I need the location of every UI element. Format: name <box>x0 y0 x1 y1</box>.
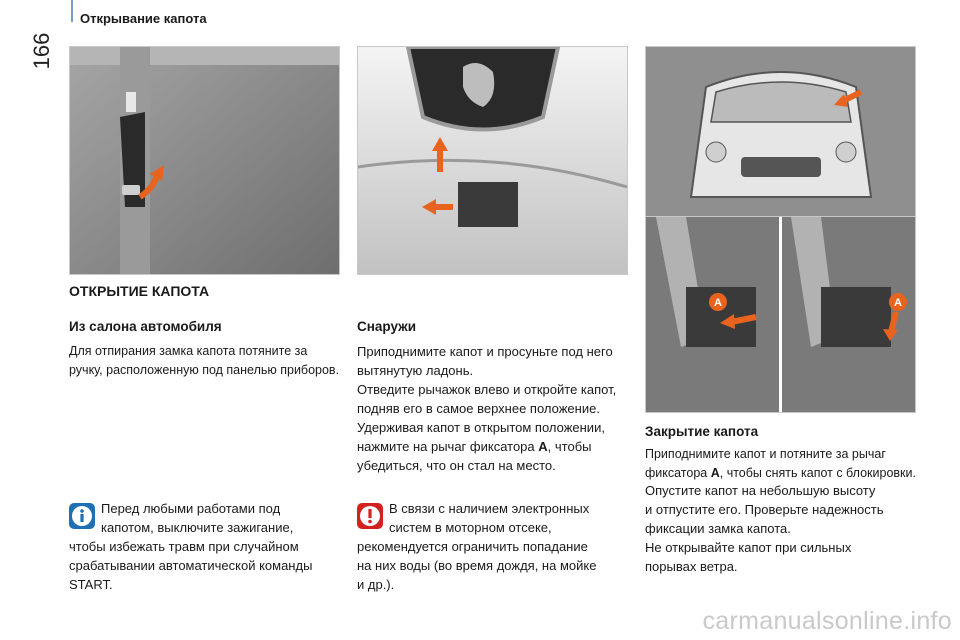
text-line: ручку, расположенную под панелью приборов. <box>69 362 340 377</box>
exterior-latch-photo <box>357 46 628 275</box>
text-line: Приподнимите капот и просуньте под него <box>357 344 613 359</box>
latch-mechanism <box>458 182 518 227</box>
exterior-section-title: Снаружи <box>357 319 417 334</box>
text-line: порывах ветра. <box>645 559 738 574</box>
closing-detail-photo <box>645 216 916 413</box>
interior-section-text <box>69 342 359 379</box>
text-line: вытянутую ладонь. <box>357 363 474 378</box>
text-line: Не открывайте капот при сильных <box>645 540 852 555</box>
exterior-section-text <box>357 342 637 475</box>
text-line: Приподнимите капот и потяните за рычаг <box>645 447 886 461</box>
text-line: на них воды (во время дождя, на мойке <box>357 558 597 573</box>
header-rule <box>71 0 73 22</box>
watermark: carmanualsonline.info <box>702 607 952 635</box>
text-line: Отведите рычажок влево и откройте капот, <box>357 382 617 397</box>
text-line: и отпустите его. Проверьте надежность <box>645 502 884 517</box>
warning-note <box>357 499 637 594</box>
closing-detail-illustration <box>646 217 915 412</box>
main-title: ОТКРЫТИЕ КАПОТА <box>69 283 210 299</box>
text-line: Опустите капот на небольшую высоту <box>645 483 876 498</box>
text-line: Перед любыми работами под <box>101 501 281 516</box>
text-line: В связи с наличием электронных <box>389 501 590 516</box>
text-line: START. <box>69 577 113 592</box>
interior-release-illustration <box>70 47 339 274</box>
vehicle-front-illustration <box>646 47 915 217</box>
section-header: Открывание капота <box>80 11 207 26</box>
svg-text:A: A <box>714 297 722 309</box>
text-line: рекомендуется ограничить попадание <box>357 539 588 554</box>
hood-symbol-icon <box>122 185 140 195</box>
text-line: чтобы избежать травм при случайном <box>69 539 299 554</box>
text-line: подняв его в самое верхнее положение. <box>357 401 600 416</box>
closing-section-text <box>645 445 935 482</box>
interior-section-title: Из салона автомобиля <box>69 319 222 334</box>
text-line: капотом, выключите зажигание, <box>101 520 294 535</box>
page-number: 166 <box>29 32 54 70</box>
exterior-latch-illustration <box>358 47 627 274</box>
text-line: Удерживая капот в открытом положении, <box>357 420 605 435</box>
text-line: фиксатора A, чтобы снять капот с блокировки. <box>645 465 916 480</box>
text-line: и др.). <box>357 577 395 592</box>
text-line: нажмите на рычаг фиксатора A, чтобы <box>357 439 592 454</box>
closing-section-title: Закрытие капота <box>645 424 759 439</box>
text-line: систем в моторном отсеке, <box>389 520 552 535</box>
text-line: убедиться, что он стал на место. <box>357 458 556 473</box>
info-note <box>69 499 349 594</box>
vehicle-front-photo <box>645 46 916 218</box>
interior-release-photo <box>69 46 340 275</box>
text-line: Для отпирания замка капота потяните за <box>69 344 308 358</box>
text-line: фиксации замка капота. <box>645 521 791 536</box>
svg-text:A: A <box>894 297 902 309</box>
text-line: срабатывании автоматической команды <box>69 558 313 573</box>
closing-section-text-continued <box>645 481 935 576</box>
